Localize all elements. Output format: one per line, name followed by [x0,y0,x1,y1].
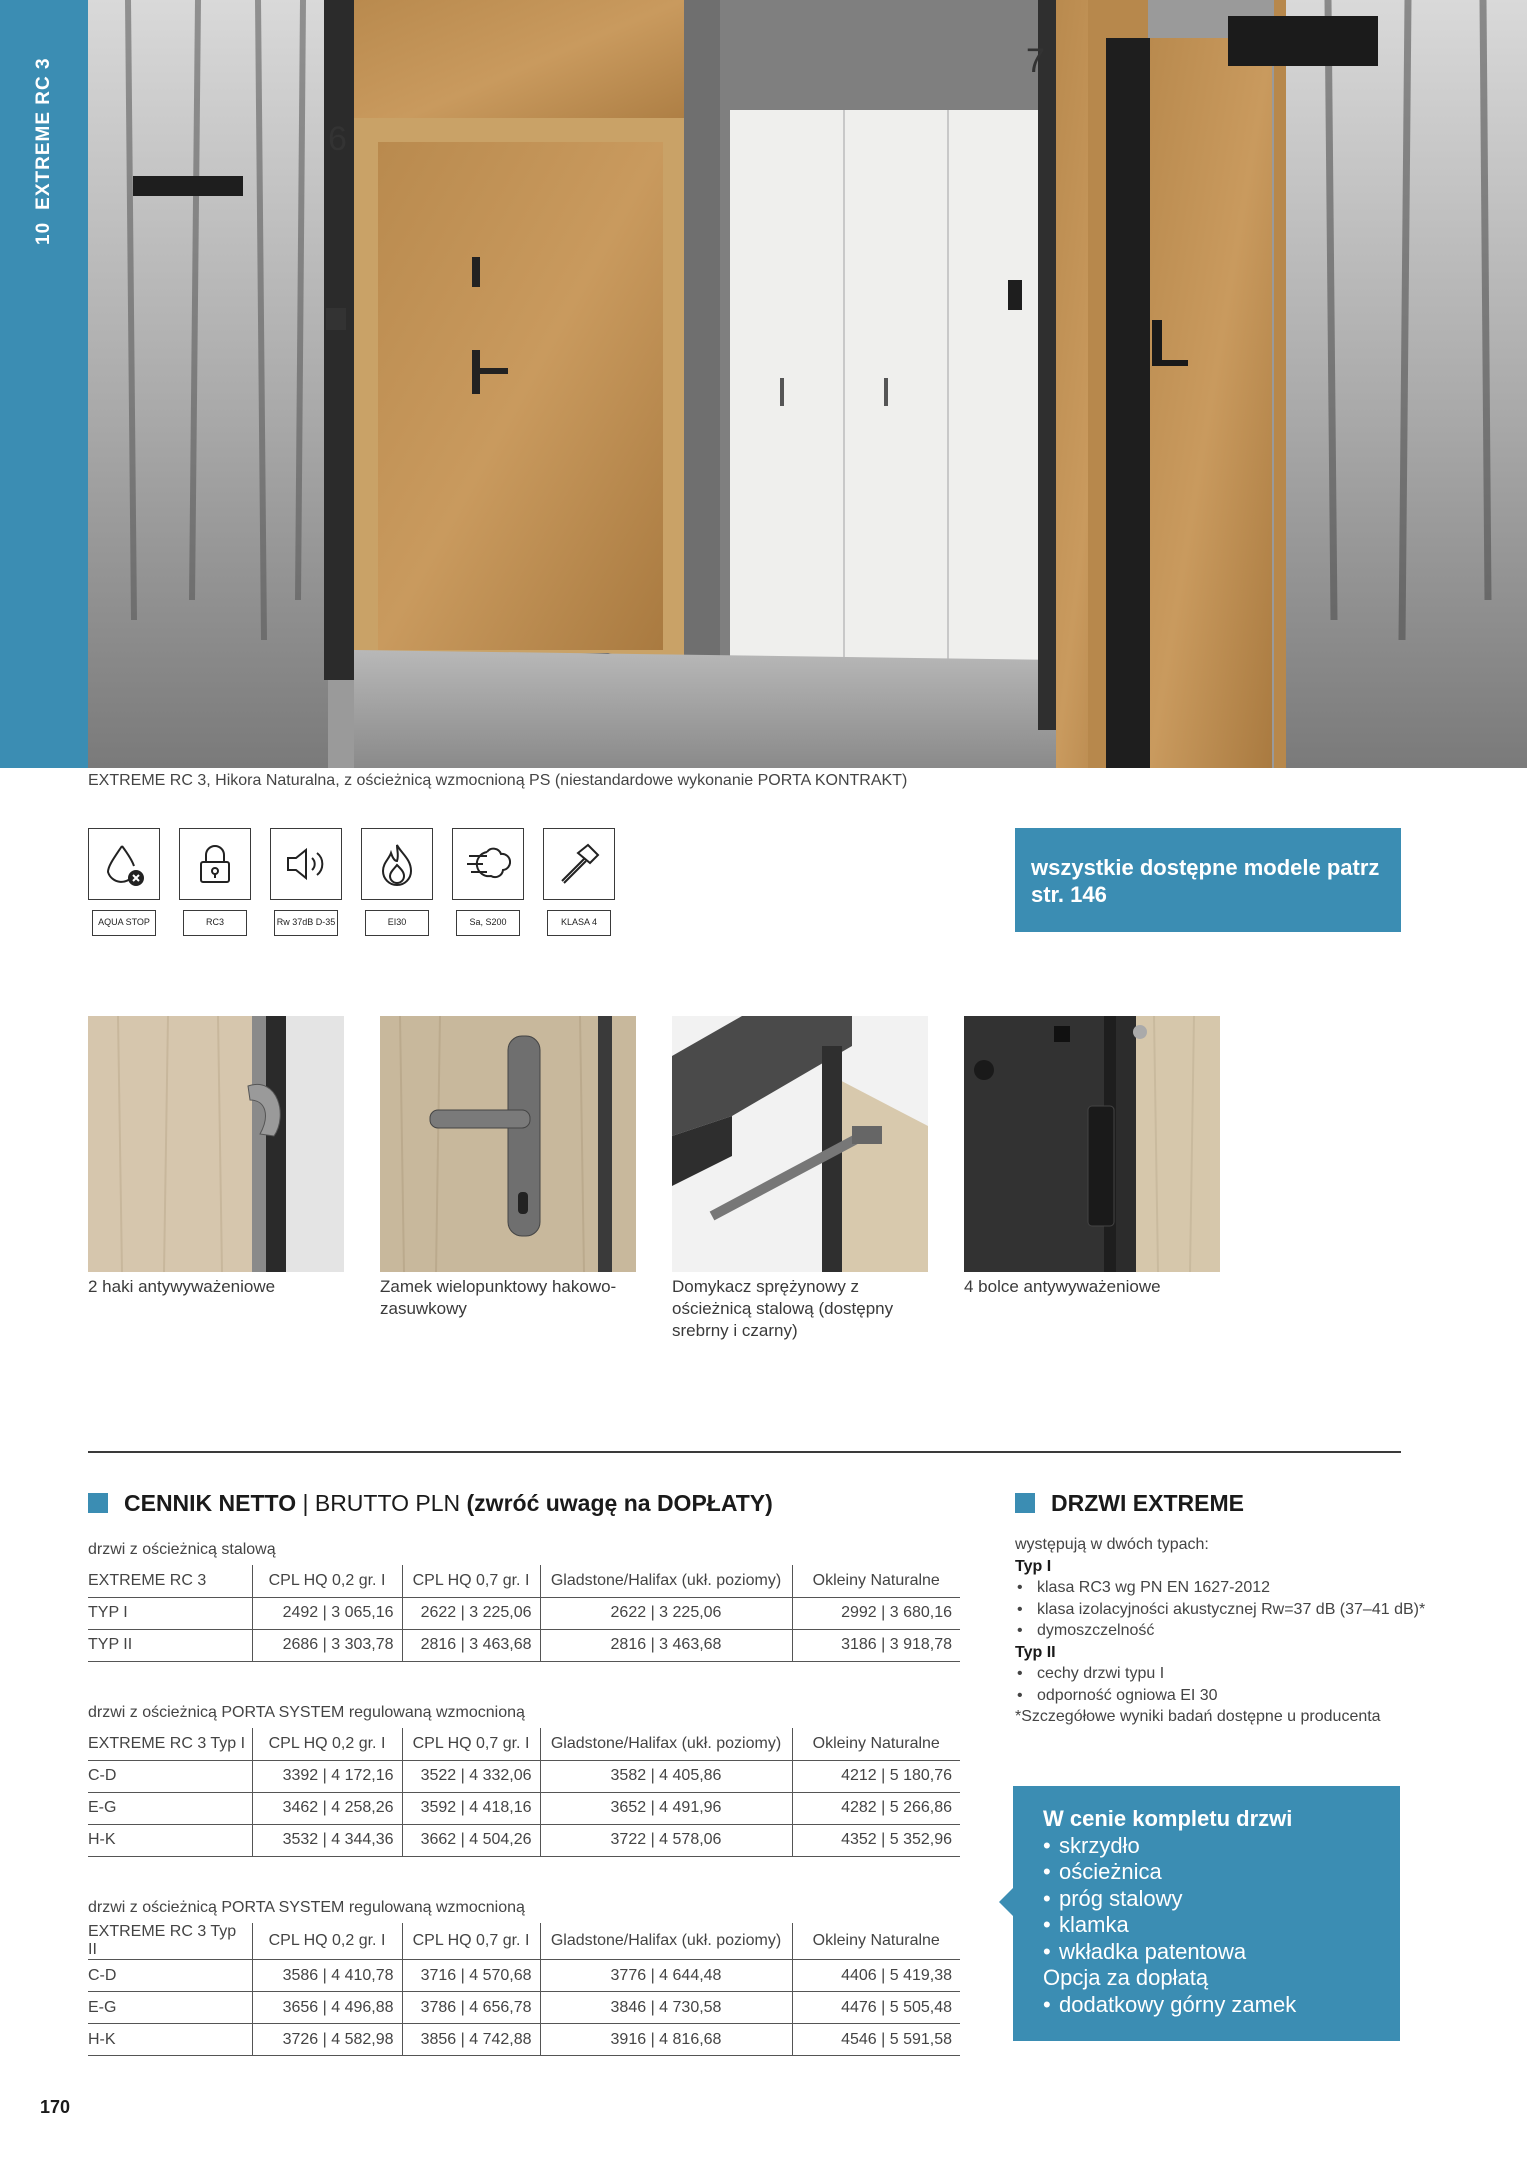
cell: 3656 | 4 496,88 [252,1992,402,2024]
list-item: • odporność ogniowa EI 30 [1015,1685,1415,1707]
cennik-heading [88,1490,773,1517]
cell: 2992 | 3 680,16 [792,1597,960,1629]
feature-label: Rw 37dB D-35 [274,910,338,936]
cell: C-D [88,1760,252,1792]
typ2-list [1015,1663,1415,1706]
price-table-porta-typ1 [88,1704,960,1857]
speaker-icon [270,828,342,900]
feature-acoustic [270,828,342,936]
page-number: 170 [40,2097,71,2117]
cell: TYP I [88,1597,252,1629]
cennik-title-sep: | [296,1490,315,1516]
header-cell: EXTREME RC 3 Typ II [88,1923,252,1960]
cell: H-K [88,1824,252,1856]
cell: E-G [88,1992,252,2024]
cell: H-K [88,2024,252,2056]
list-item: • klamka [1043,1912,1400,1939]
section-divider [88,1451,1401,1453]
cell: 4546 | 5 591,58 [792,2024,960,2056]
heading-marker [88,1493,108,1513]
price-table-steel [88,1541,960,1662]
detail-caption: Zamek wielopunktowy hakowo-zasuwkowy [380,1277,617,1319]
lock-photo [380,1016,636,1272]
cell: 3662 | 4 504,26 [402,1824,540,1856]
cell: 2492 | 3 065,16 [252,1597,402,1629]
drzwi-info [1015,1534,1426,1728]
header-cell: CPL HQ 0,2 gr. I [252,1923,402,1960]
svg-text:6: 6 [328,120,347,158]
feature-rc3 [179,828,251,936]
option-list [1043,1992,1400,2019]
cell: 3726 | 4 582,98 [252,2024,402,2056]
price-table [88,1565,960,1662]
cell: 2622 | 3 225,06 [402,1597,540,1629]
table-row [88,1792,960,1824]
hammer-icon [543,828,615,900]
feature-label: EI30 [365,910,429,936]
detail-bolts [964,1016,1220,1298]
feature-label: Sa, S200 [456,910,520,936]
price-table-porta-typ2 [88,1899,960,2056]
feature-label: AQUA STOP [92,910,156,936]
cell: 3846 | 4 730,58 [540,1992,792,2024]
header-cell: Gladstone/Halifax (ukł. poziomy) [540,1923,792,1960]
smoke-icon [452,828,524,900]
models-note: wszystkie dostępne modele patrz str. 146 [1015,828,1401,932]
hero-caption: EXTREME RC 3, Hikora Naturalna, z ościeżnicą wzmocnioną PS (niestandardowe wykonanie PORTA KONTRAKT) [88,772,908,789]
footnote: *Szczegółowe wyniki badań dostępne u producenta [1015,1708,1381,1725]
drzwi-intro: występują w dwóch typach: [1015,1536,1209,1553]
cell: 3856 | 4 742,88 [402,2024,540,2056]
detail-closer [672,1016,928,1342]
svg-text:7: 7 [1026,42,1045,80]
cell: 2816 | 3 463,68 [402,1629,540,1661]
flame-icon [361,828,433,900]
feature-label: KLASA 4 [547,910,611,936]
cell: 3652 | 4 491,96 [540,1792,792,1824]
feature-smoke [452,828,524,936]
water-drop-icon [88,828,160,900]
header-cell: CPL HQ 0,7 gr. I [402,1728,540,1760]
hero-photo [88,0,1527,768]
padlock-icon [179,828,251,900]
list-item: • skrzydło [1043,1833,1400,1860]
drzwi-title: DRZWI EXTREME [1051,1490,1244,1516]
cell: 3786 | 4 656,78 [402,1992,540,2024]
header-cell: CPL HQ 0,2 gr. I [252,1728,402,1760]
list-item: • dymoszczelność [1015,1620,1415,1642]
list-item: • cechy drzwi typu I [1015,1663,1415,1685]
list-item: • próg stalowy [1043,1886,1400,1913]
header-cell: Okleiny Naturalne [792,1728,960,1760]
detail-caption: 2 haki antywyważeniowe [88,1277,276,1296]
cell: 3522 | 4 332,06 [402,1760,540,1792]
typ1-list [1015,1577,1426,1642]
closer-photo [672,1016,928,1272]
detail-lock [380,1016,636,1320]
cell: 3916 | 4 816,68 [540,2024,792,2056]
hooks-photo [88,1016,344,1272]
table-subtitle: drzwi z ościeżnicą PORTA SYSTEM regulowaną wzmocnioną [88,1899,525,1916]
cell: 4476 | 5 505,48 [792,1992,960,2024]
typ1-label: Typ I [1015,1557,1052,1575]
header-cell: EXTREME RC 3 Typ I [88,1728,252,1760]
table-row [88,1760,960,1792]
table-row [88,1629,960,1661]
table-header-row [88,1923,960,1960]
table-header-row [88,1565,960,1597]
header-cell: Okleiny Naturalne [792,1565,960,1597]
table-subtitle: drzwi z ościeżnicą stalową [88,1541,276,1558]
heading-marker [1015,1493,1035,1513]
cell: 4282 | 5 266,86 [792,1792,960,1824]
header-cell: CPL HQ 0,7 gr. I [402,1923,540,1960]
header-cell: Gladstone/Halifax (ukł. poziomy) [540,1565,792,1597]
chapter-title: EXTREME RC 3 [33,57,54,210]
list-item: • wkładka patentowa [1043,1939,1400,1966]
table-header-row [88,1728,960,1760]
komplet-title: W cenie kompletu drzwi [1043,1806,1293,1831]
cell: 4352 | 5 352,96 [792,1824,960,1856]
cennik-title-normal: BRUTTO PLN [314,1490,467,1516]
table-row [88,1824,960,1856]
feature-class4 [543,828,615,936]
table-row [88,1992,960,2024]
list-item: • ościeżnica [1043,1859,1400,1886]
cell: TYP II [88,1629,252,1661]
list-item: • klasa izolacyjności akustycznej Rw=37 dB (37–41 dB)* [1015,1599,1415,1621]
cell: 2816 | 3 463,68 [540,1629,792,1661]
table-row [88,2024,960,2056]
bolts-photo [964,1016,1220,1272]
header-cell: EXTREME RC 3 [88,1565,252,1597]
chapter-number: 10 [33,221,54,245]
price-table [88,1923,960,2056]
cell: 3392 | 4 172,16 [252,1760,402,1792]
header-cell: Okleiny Naturalne [792,1923,960,1960]
cell: 3592 | 4 418,16 [402,1792,540,1824]
price-table [88,1728,960,1857]
table-row [88,1597,960,1629]
cell: 3532 | 4 344,36 [252,1824,402,1856]
cell: 3722 | 4 578,06 [540,1824,792,1856]
callout-arrow [999,1888,1013,1916]
header-cell: CPL HQ 0,7 gr. I [402,1565,540,1597]
detail-hooks [88,1016,344,1298]
option-title: Opcja za dopłatą [1043,1965,1209,1990]
feature-label: RC3 [183,910,247,936]
cell: C-D [88,1960,252,1992]
typ2-label: Typ II [1015,1643,1056,1661]
cell: 4212 | 5 180,76 [792,1760,960,1792]
header-cell: CPL HQ 0,2 gr. I [252,1565,402,1597]
table-subtitle: drzwi z ościeżnicą PORTA SYSTEM regulowaną wzmocnioną [88,1704,525,1721]
cell: 4406 | 5 419,38 [792,1960,960,1992]
cell: 2622 | 3 225,06 [540,1597,792,1629]
cell: 3586 | 4 410,78 [252,1960,402,1992]
feature-fire [361,828,433,936]
feature-aqua-stop [88,828,160,936]
komplet-box [1013,1786,1400,2041]
cennik-title-note: (zwróć uwagę na DOPŁATY) [466,1490,773,1516]
list-item: • dodatkowy górny zamek [1043,1992,1400,2019]
header-cell: Gladstone/Halifax (ukł. poziomy) [540,1728,792,1760]
cell: 3462 | 4 258,26 [252,1792,402,1824]
drzwi-heading [1015,1490,1244,1517]
cell: E-G [88,1792,252,1824]
cennik-title-bold: CENNIK NETTO [124,1490,297,1516]
cell: 2686 | 3 303,78 [252,1629,402,1661]
list-item: • klasa RC3 wg PN EN 1627-2012 [1015,1577,1415,1599]
table-row [88,1960,960,1992]
cell: 3776 | 4 644,48 [540,1960,792,1992]
detail-caption: Domykacz sprężynowy z ościeżnicą stalową (dostępny srebrny i czarny) [672,1277,894,1341]
komplet-list [1043,1833,1400,1966]
cell: 3186 | 3 918,78 [792,1629,960,1661]
feature-icons [88,828,615,936]
cell: 3582 | 4 405,86 [540,1760,792,1792]
detail-caption: 4 bolce antywyważeniowe [964,1277,1161,1296]
cell: 3716 | 4 570,68 [402,1960,540,1992]
chapter-label [22,5,66,245]
